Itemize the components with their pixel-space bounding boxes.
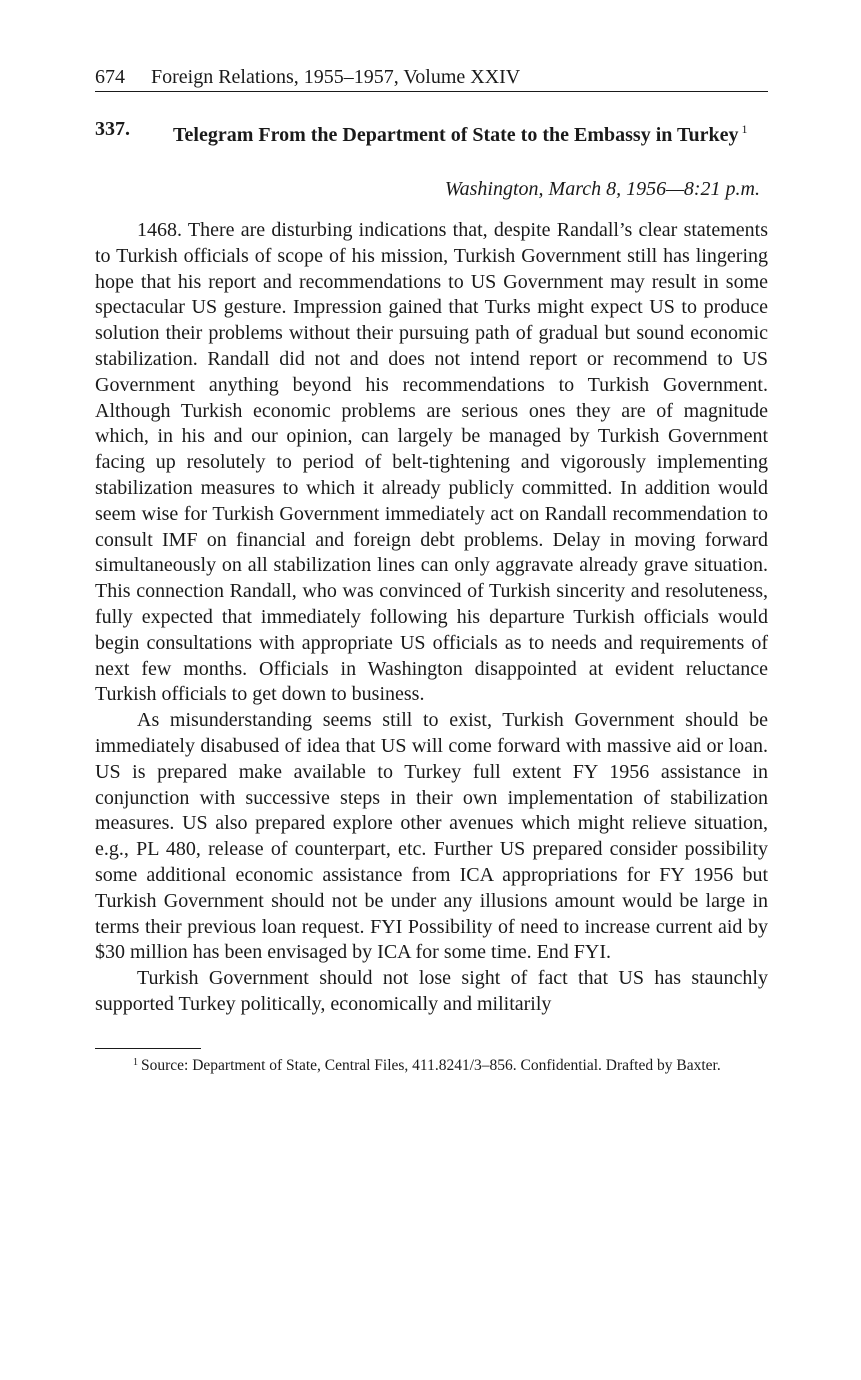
footnote-reference[interactable]: 1 <box>741 122 748 136</box>
footnote-divider <box>95 1048 201 1049</box>
document-heading <box>95 116 768 149</box>
page-number: 674 <box>95 66 125 88</box>
body-text <box>95 218 768 1018</box>
paragraph-1: 1468. There are disturbing indications that, despite Randall’s clear statements to Turkish officials of scope of his mission, Turkish Government still has lingering hope that his report and recommendations to US Government may result in some spectacular US gesture. Impression gained that Turks might expect US to produce solution their problems without their pursuing path of gradual but sound economic stabilization. Randall did not and does not intend report or recommend to US Government anything beyond his recommendations to Turkish Government. Although Turkish economic problems are serious ones they are of magnitude which, in his and our opinion, can largely be managed by Turkish Government facing up resolutely to period of belt-tightening and vigorously implementing stabilization measures to which it already publicly committed. In addition would seem wise for Turkish Government immediately act on Randall recommendation to consult IMF on financial and foreign debt problems. Delay in moving forward simultaneously on all stabilization lines can only aggravate already grave situation. This connection Randall, who was convinced of Turkish sincerity and resoluteness, fully expected that immediately following his departure Turkish officials would begin consultations with appropriate US officials as to needs and requirements of next few months. Officials in Washington disappointed at evident reluctance Turkish officials to get down to business. <box>95 219 768 706</box>
running-title: Foreign Relations, 1955–1957, Volume XXIV <box>151 66 521 88</box>
running-header <box>95 64 768 92</box>
paragraph-2: As misunderstanding seems still to exist, Turkish Government should be immediately disabused of idea that US will come forward with massive aid or loan. US is prepared make available to Turkey full extent FY 1956 assistance in conjunction with successive steps in their own implementation of stabilization measures. US also prepared explore other avenues which might relieve situation, e.g., PL 480, release of counterpart, etc. Further US prepared consider possibility some additional economic assistance from ICA appropriations for FY 1956 but Turkish Government should not be under any illusions amount would be large in terms their previous loan request. FYI Possibility of need to increase current aid by $30 million has been envisaged by ICA for some time. End FYI. <box>95 709 768 964</box>
footnote-marker: 1 <box>133 1056 138 1068</box>
document-title: Telegram From the Department of State to the Embassy in Turkey <box>173 124 739 146</box>
footnote <box>95 1053 768 1076</box>
document-page <box>95 64 768 1076</box>
footnote-text: Source: Department of State, Central Files, 411.8241/3–856. Confidential. Drafted by Baxter. <box>141 1056 721 1074</box>
dateline: Washington, March 8, 1956—8:21 p.m. <box>444 178 760 200</box>
document-number: 337. <box>95 118 130 140</box>
document-title-block <box>173 116 763 149</box>
paragraph-3: Turkish Government should not lose sight of fact that US has staunchly supported Turkey politically, economically and militarily <box>95 967 768 1015</box>
